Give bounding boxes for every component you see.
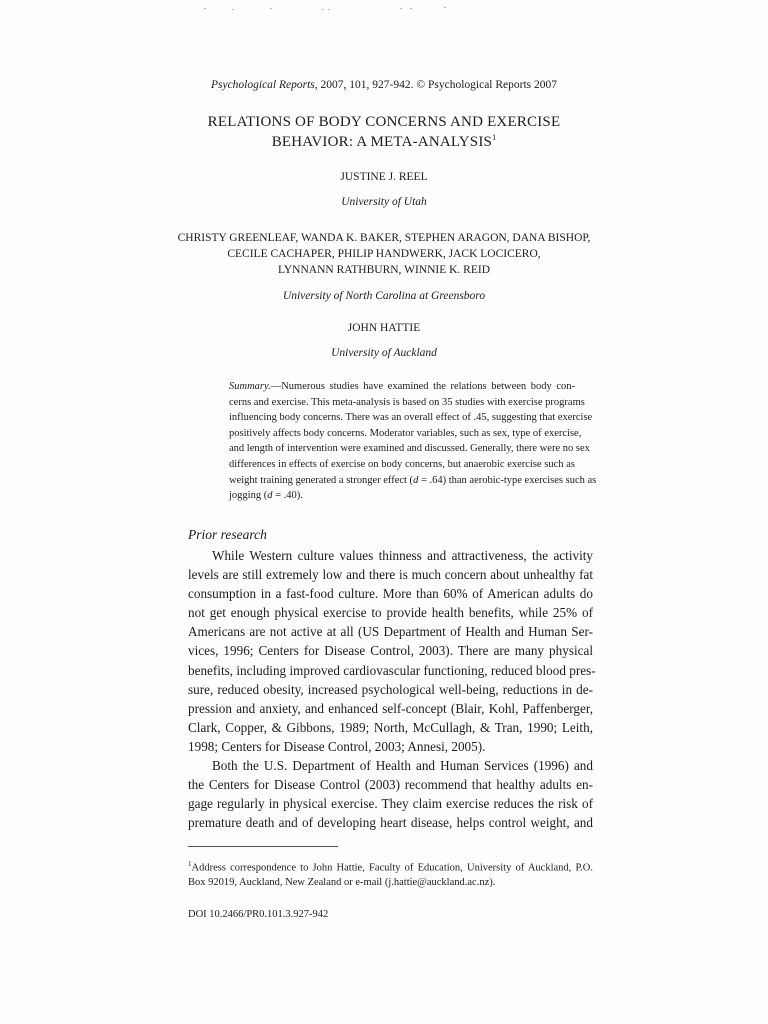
journal-name: Psychological Reports: [210, 79, 315, 91]
author-group-unc-line-2: CECILE CACHAPER, PHILIP HANDWERK, JACK LOCICERO,: [227, 248, 541, 260]
author-reel: JUSTINE J. REEL: [340, 171, 428, 183]
summary-line: differences in effects of exercise on body concerns, but anaerobic exercise such as: [229, 458, 575, 470]
footnote: [188, 857, 593, 890]
body-line: not get enough physical exercise to provide health benefits, while 25% of: [188, 605, 593, 621]
summary-line: jogging (d = .40).: [229, 490, 303, 502]
summary-line: influencing body concerns. There was an overall effect of .45, suggesting that exercise: [229, 412, 593, 424]
body-line: Clark, Copper, & Gibbons, 1989; North, McCullagh, & Tran, 1990; Leith,: [188, 719, 593, 735]
body-line: While Western culture values thinness and attractiveness, the activity: [212, 548, 593, 563]
journal-details: , 2007, 101, 927-942. © Psychological Reports 2007: [314, 79, 558, 91]
footnote-mark: 1: [188, 860, 192, 868]
affiliation-auckland: University of Auckland: [331, 347, 437, 359]
body-line: benefits, including improved cardiovascular functioning, reduced blood pres-: [188, 662, 596, 678]
journal-citation: [0, 79, 768, 91]
author-hattie: JOHN HATTIE: [347, 322, 421, 334]
body-line: sure, reduced obesity, increased psychological well-being, reductions in de-: [188, 681, 593, 697]
body-line: consumption in a fast-food culture. More than 60% of American adults do: [188, 586, 593, 602]
body-line: vices, 1996; Centers for Disease Control, 2003). There are many physical: [188, 643, 593, 659]
scan-specks: [200, 6, 460, 12]
body-line: the Centers for Disease Control (2003) recommend that healthy adults en-: [188, 777, 593, 793]
paper-title-line-2: [0, 133, 768, 151]
footnote-line: $^1$Address correspondence to John Hattie, Faculty of Education, University of Auckland, P.O.: [188, 860, 593, 874]
summary-line: and length of intervention were examined and discussed. Generally, there were no sex: [229, 443, 590, 455]
body-line: premature death and of developing heart disease, helps control weight, and: [188, 815, 593, 831]
body-line: levels are still extremely low and there is much concern about unhealthy fat: [188, 567, 593, 583]
body-line: Americans are not active at all (US Department of Health and Human Ser-: [188, 624, 593, 640]
summary-label: Summary.: [229, 381, 271, 392]
affiliation-utah: University of Utah: [341, 196, 427, 208]
body-line: 1998; Centers for Disease Control, 2003; Annesi, 2005).: [188, 738, 486, 754]
doi: DOI 10.2466/PR0.101.3.927-942: [188, 909, 329, 920]
affiliation-unc-greensboro: University of North Carolina at Greensboro: [282, 290, 486, 302]
effect-size-variable: d: [267, 490, 273, 502]
author-group-unc-line-3: LYNNANN RATHBURN, WINNIE K. REID: [277, 264, 490, 276]
summary-line: positively affects body concerns. Moderator variables, such as sex, type of exercise,: [229, 427, 582, 439]
body-line: Both the U.S. Department of Health and Human Services (1996) and: [212, 758, 593, 774]
summary-line: Summary.—Numerous studies have examined the relations between body con-: [229, 381, 575, 392]
author-group-unc-line-1: CHRISTY GREENLEAF, WANDA K. BAKER, STEPHEN ARAGON, DANA BISHOP,: [177, 232, 591, 244]
body-line: gage regularly in physical exercise. They claim exercise reduces the risk of: [188, 796, 593, 812]
summary-line: cerns and exercise. This meta-analysis is based on 35 studies with exercise programs: [229, 396, 585, 408]
footnote-rule: [188, 846, 338, 847]
section-heading: Prior research: [188, 527, 267, 542]
body-line: pression and anxiety, and enhanced self-concept (Blair, Kohl, Paffenberger,: [188, 700, 593, 716]
paper-title-line-1: RELATIONS OF BODY CONCERNS AND EXERCISE: [207, 114, 561, 130]
summary-abstract: [229, 379, 597, 504]
title-footnote-mark: 1: [492, 133, 497, 142]
effect-size-variable: d: [413, 474, 419, 486]
summary-line: weight training generated a stronger effect (d = .64) than aerobic-type exercises such as: [229, 474, 597, 486]
paper-title-line-2-text: BEHAVIOR: A META-ANALYSIS: [271, 134, 493, 150]
body-text: [188, 546, 596, 832]
footnote-line: Box 92019, Auckland, New Zealand or e-mail (j.hattie@auckland.ac.nz).: [188, 876, 496, 888]
